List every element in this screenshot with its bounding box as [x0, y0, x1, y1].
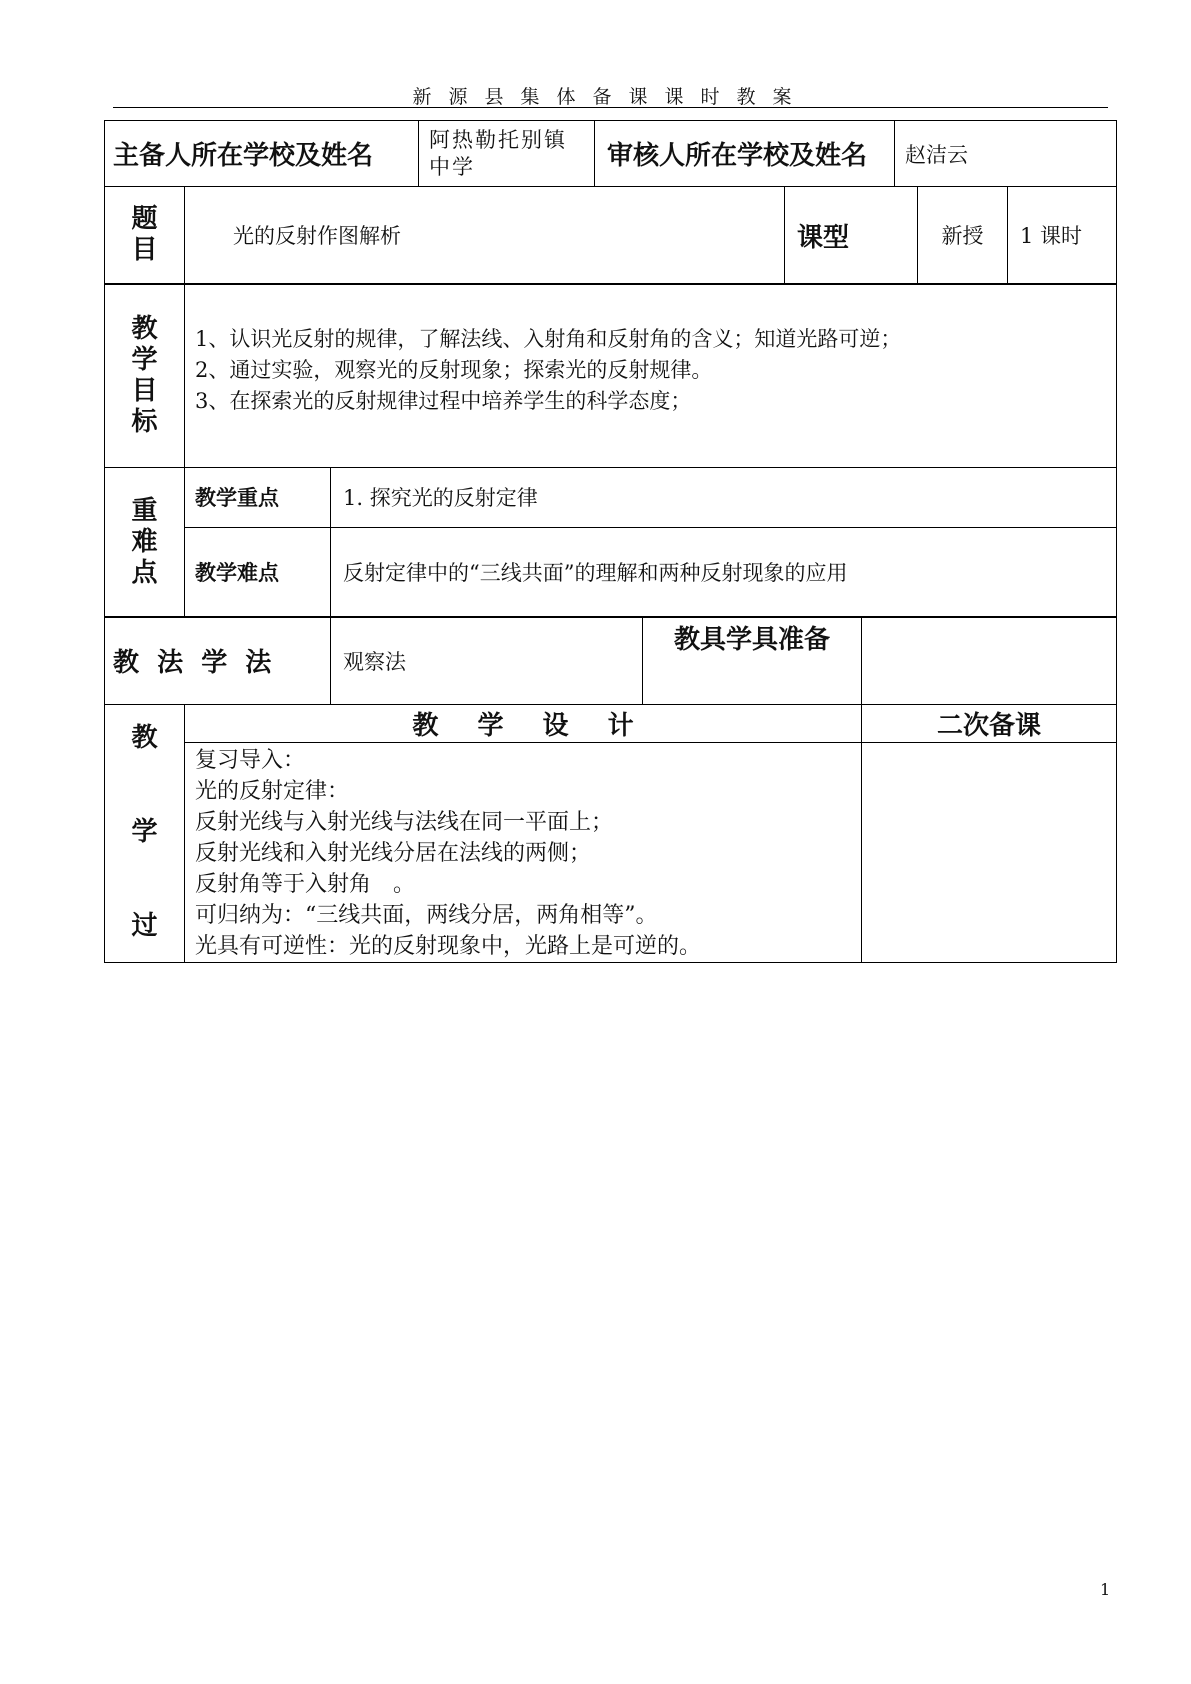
methods-value: 观察法 [331, 617, 643, 705]
key-points-label-char: 难 [131, 526, 158, 557]
teaching-tools-value [862, 617, 1117, 705]
lesson-type-label: 课型 [785, 186, 918, 284]
design-line: 反射光线与入射光线与法线在同一平面上； [195, 809, 614, 835]
lesson-plan [104, 120, 1116, 963]
design-line: 复习导入： [195, 747, 306, 773]
preparer-value-line2: 中学 [429, 154, 475, 179]
topic-label-line1: 题 [131, 204, 158, 234]
design-header: 教 学 设 计 [185, 704, 862, 742]
process-label-char: 过 [131, 910, 158, 941]
objectives-label-char: 目 [131, 375, 158, 406]
key-points-label-char: 重 [131, 495, 158, 526]
process-label-char: 教 [131, 722, 158, 753]
preparer-value [419, 121, 595, 187]
objectives-label-char: 学 [131, 344, 158, 375]
reviewer-value: 赵洁云 [895, 121, 1117, 187]
topic-table [104, 186, 1117, 285]
lesson-type-value: 新授 [918, 186, 1008, 284]
page-number: 1 [1100, 1580, 1111, 1599]
objectives-label-char: 教 [131, 313, 158, 344]
second-prep-header: 二次备课 [862, 704, 1117, 742]
design-line: 光具有可逆性：光的反射现象中，光路上是可逆的。 [195, 933, 702, 959]
topic-value: 光的反射作图解析 [185, 186, 785, 284]
objectives-label-char: 标 [131, 406, 158, 437]
teaching-difficulty-value: 反射定律中的“三线共面”的理解和两种反射现象的应用 [331, 527, 1117, 617]
second-prep-content [862, 742, 1117, 962]
document-header-title: 新源县集体备课课时教案 [412, 86, 809, 108]
process-table [104, 704, 1117, 963]
teaching-focus-value: 1. 探究光的反射定律 [331, 467, 1117, 527]
topic-label-line2: 目 [131, 235, 158, 265]
lesson-hours: 1 课时 [1008, 186, 1117, 284]
preparer-value-line1: 阿热勒托别镇 [429, 127, 567, 152]
topic-label [105, 186, 185, 284]
design-line: 反射角等于入射角 。 [195, 871, 416, 897]
design-line: 反射光线和入射光线分居在法线的两侧； [195, 840, 592, 866]
objective-item: 1、认识光反射的规律，了解法线、入射角和反射角的含义；知道光路可逆； [195, 327, 902, 351]
objectives-label [105, 284, 185, 468]
methods-label: 教 法 学 法 [105, 617, 331, 705]
reviewer-label: 审核人所在学校及姓名 [595, 121, 895, 187]
objectives-table [104, 283, 1117, 468]
objective-item: 3、在探索光的反射规律过程中培养学生的科学态度； [195, 389, 692, 413]
design-line: 光的反射定律： [195, 778, 350, 804]
preparer-label: 主备人所在学校及姓名 [105, 121, 419, 187]
header-divider [113, 107, 1108, 108]
key-points-table [104, 467, 1117, 618]
design-line: 可归纳为：“三线共面，两线分居，两角相等”。 [195, 902, 658, 928]
teaching-tools-label: 教具学具准备 [643, 617, 862, 705]
methods-table [104, 616, 1117, 705]
objective-item: 2、通过实验，观察光的反射现象；探索光的反射规律。 [195, 358, 713, 382]
info-table [104, 120, 1117, 187]
teaching-difficulty-label: 教学难点 [185, 527, 331, 617]
design-content [185, 742, 862, 962]
process-label [105, 704, 185, 962]
teaching-focus-label: 教学重点 [185, 467, 331, 527]
objectives-list [185, 284, 1117, 468]
key-points-label-char: 点 [131, 557, 158, 588]
key-points-label [105, 467, 185, 617]
process-label-char: 学 [131, 816, 158, 847]
